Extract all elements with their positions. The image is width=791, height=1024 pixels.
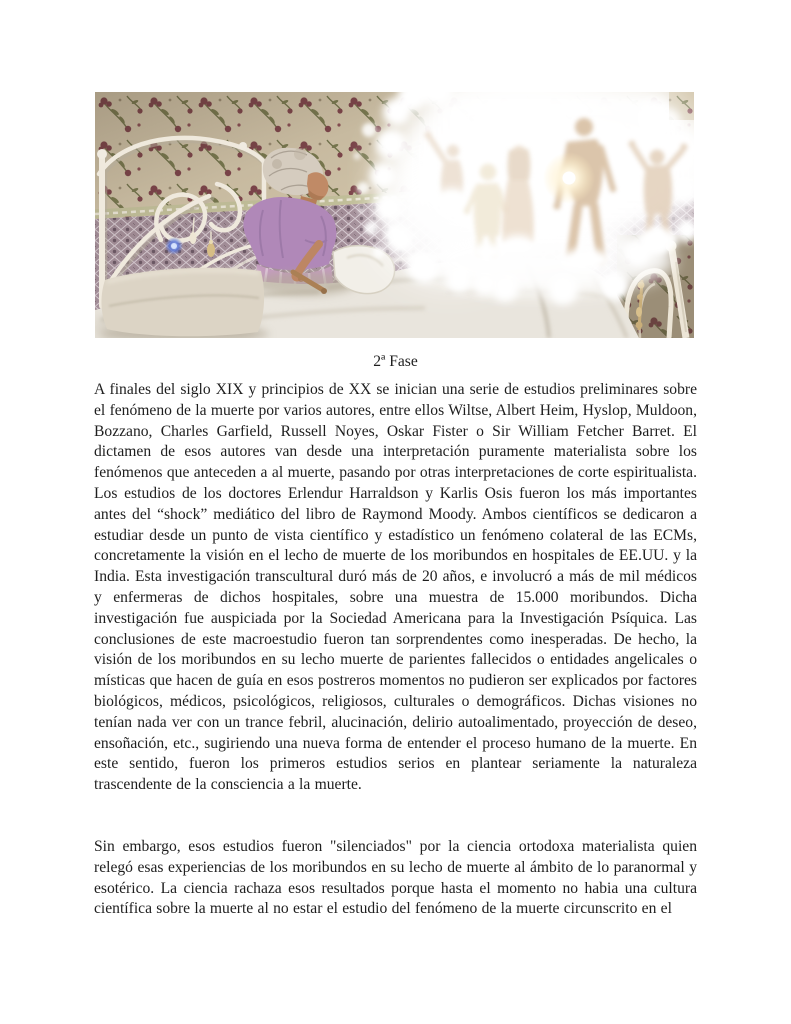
pillow <box>100 268 270 338</box>
document-body <box>94 380 697 920</box>
deathbed-vision-figure <box>95 92 694 338</box>
figure-caption: 2ª Fase <box>373 353 418 370</box>
paragraph-1: A finales del siglo XIX y principios de XX se inician una serie de estudios preliminares sobre el fenómeno de la muerte por varios autores, entre ellos Wiltse, Albert Heim, Hyslop, Muldoon, Bozzano, Charles Garfield, Russell Noyes, Oskar Fister o Sir William Fetcher Barret. El dictamen de esos autores van desde una interpretación puramente materialista sobre los fenómenos que anteceden a al muerte, pasando por otras interpretaciones de corte espiritualista. Los estudios de los doctores Erlendur Harraldson y Karlis Osis fueron los más importantes antes del “shock” mediático del libro de Raymond Moody. Ambos científicos se dedicaron a estudiar desde un punto de vista científico y estadístico un fenómeno colateral de las ECMs, concretamente la visión en el lecho de muerte de los moribundos en hospitales de EE.UU. y la India. Esta investigación transcultural duró más de 20 años, e involucró a más de mil médicos y enfermeras de dichos hospitales, sobre una muestra de 15.000 moribundos. Dicha investigación fue auspiciada por la Sociedad Americana para la Investigación Psíquica. Las conclusiones de este macroestudio fueron tan sorprendentes como inesperadas. De hecho, la visión de los moribundos en su lecho muerte de parientes fallecidos o entidades angelicales o místicas que hacen de guía en esos postreros momentos no pudieron ser explicados por factores biológicos, médicos, psicológicos, religiosos, culturales o demográficos. Dichas visiones no tenían nada ver con un trance febril, alucinación, delirio autoalimentado, proyección de deseo, ensoñación, etc., sugiriendo una nueva forma de entender el proceso humano de la muerte. En este sentido, fueron los primeros estudios serios en plantear seriamente la naturaleza trascendente de la consciencia a la muerte. <box>94 381 697 794</box>
paragraph-2: Sin embargo, esos estudios fueron "silenciados" por la ciencia ortodoxa materialista quien relegó esas experiencias de los moribundos en su lecho de muerte al ámbito de lo paranormal y esotérico. La ciencia rachaza esos resultados porque hasta el momento no habia una cultura científica sobre la muerte al no estar el estudio del fenómeno de la muerte circunscrito en el <box>94 837 697 918</box>
lens-flare <box>543 152 595 204</box>
deathbed-vision-photo <box>95 92 694 338</box>
